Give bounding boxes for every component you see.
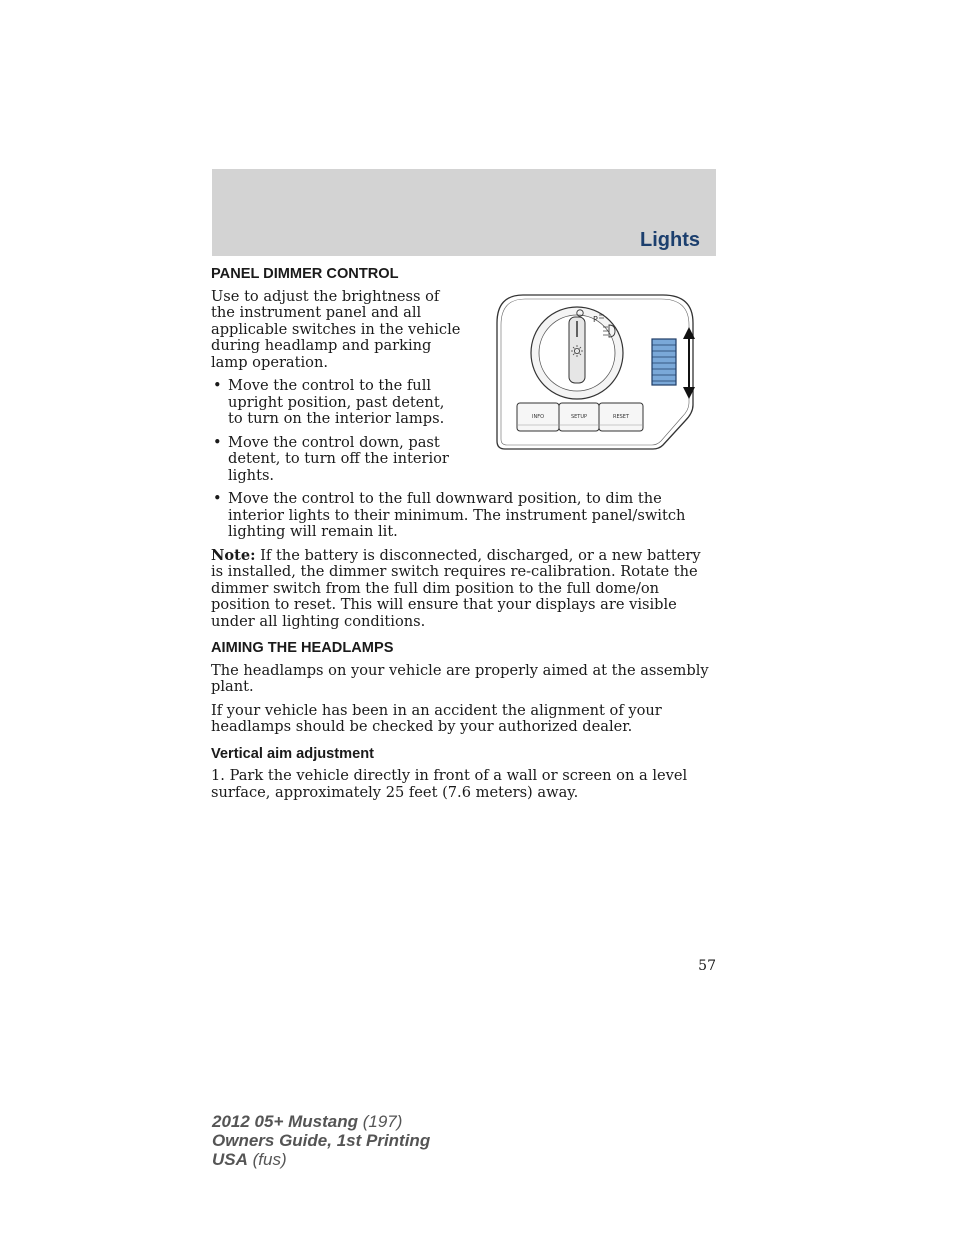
svg-text:P: P xyxy=(593,315,598,324)
list-item: • Move the control to the full downward position, to dim the interior lights to their minimum. The instrument panel/switch lighting will remain lit. xyxy=(213,490,686,540)
setup-button: SETUP xyxy=(570,414,588,420)
vertical-aim-heading: Vertical aim adjustment xyxy=(211,745,375,762)
panel-dimmer-intro: Use to adjust the brightness of the instrument panel and all applicable switches in the vehicle during headlamp and parking lamp operation. xyxy=(211,287,461,371)
panel-dimmer-heading: PANEL DIMMER CONTROL xyxy=(211,266,399,282)
vertical-aim-step-1: 1. Park the vehicle directly in front of a wall or screen on a level surface, approximately 25 feet (7.6 meters) away. xyxy=(211,767,688,801)
headlamp-knob xyxy=(531,307,623,399)
list-item: • Move the control down, past detent, to turn off the interior lights. xyxy=(213,433,449,484)
note-paragraph: Note: If the battery is disconnected, discharged, or a new battery is installed, the dimmer switch requires re-calibration. Rotate the dimmer switch from the full dim position to the full dome/on position to reset. This will ensure that your displays are visible under all lighting conditions. xyxy=(211,546,701,630)
header-band xyxy=(212,169,716,256)
section-title: Lights xyxy=(640,229,700,251)
note-label: Note: xyxy=(211,546,256,564)
footer: 2012 05+ Mustang (197) Owners Guide, 1st Printing USA (fus) xyxy=(212,1112,431,1169)
panel-dimmer-bullets xyxy=(211,378,461,484)
headlamp-switch-illustration xyxy=(493,293,699,451)
info-button: INFO xyxy=(531,414,545,420)
panel-dimmer-section xyxy=(211,266,717,484)
aiming-paragraph-1: The headlamps on your vehicle are properly aimed at the assembly plant. xyxy=(211,661,709,695)
page-number: 57 xyxy=(698,958,716,974)
reset-button: RESET xyxy=(612,414,630,420)
page-content xyxy=(211,266,717,808)
panel-dimmer-bullets-continued xyxy=(211,491,717,541)
dimmer-wheel-icon xyxy=(652,339,676,385)
message-center-buttons xyxy=(517,403,643,431)
aiming-paragraph-2: If your vehicle has been in an accident the alignment of your headlamps should be checked by your authorized dealer. xyxy=(211,701,662,735)
aiming-heading: AIMING THE HEADLAMPS xyxy=(211,640,394,656)
list-item: • Move the control to the full upright position, past detent, to turn on the interior lamps. xyxy=(213,377,445,427)
